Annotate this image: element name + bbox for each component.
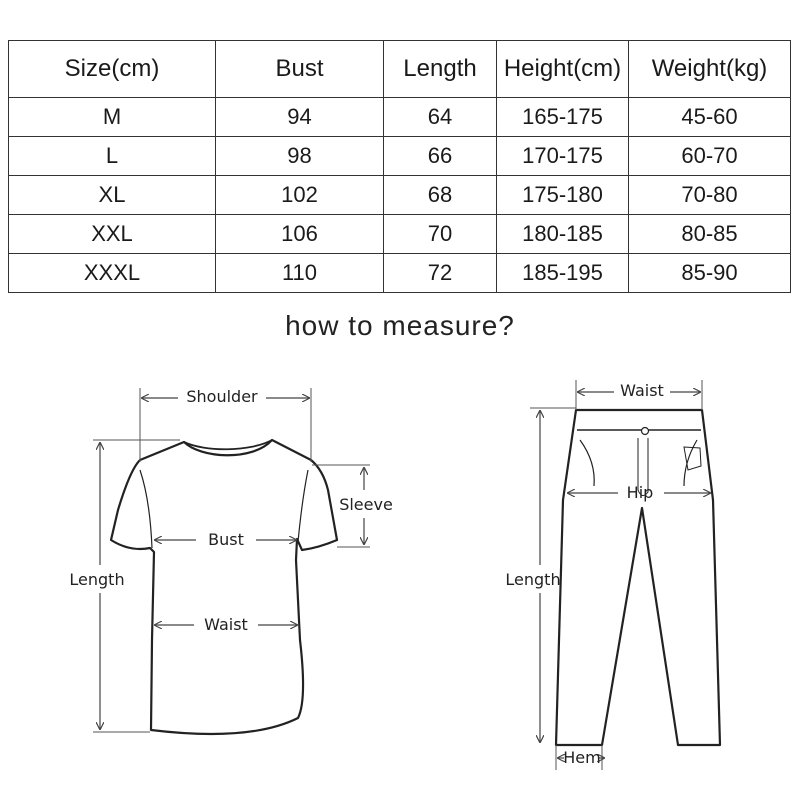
cell-length: 64 — [384, 98, 497, 137]
tshirt-outline — [111, 440, 337, 734]
cell-size: XXXL — [9, 254, 216, 293]
pants-length-label: Length — [505, 570, 561, 589]
cell-bust: 110 — [216, 254, 384, 293]
cell-height: 170-175 — [497, 137, 629, 176]
how-to-measure-heading: how to measure? — [285, 310, 515, 341]
cell-height: 175-180 — [497, 176, 629, 215]
cell-weight: 85-90 — [629, 254, 791, 293]
cell-length: 68 — [384, 176, 497, 215]
cell-bust: 94 — [216, 98, 384, 137]
cell-length: 70 — [384, 215, 497, 254]
cell-weight: 70-80 — [629, 176, 791, 215]
shoulder-label: Shoulder — [186, 387, 258, 406]
cell-length: 72 — [384, 254, 497, 293]
cell-bust: 106 — [216, 215, 384, 254]
header-size: Size(cm) — [9, 41, 216, 98]
pants-diagram — [505, 380, 720, 770]
tshirt-collar — [184, 440, 272, 449]
pants-hem-label: Hem — [563, 748, 601, 767]
cell-height: 185-195 — [497, 254, 629, 293]
waist-label: Waist — [204, 615, 248, 634]
pants-hip-label: Hip — [626, 483, 654, 502]
cell-length: 66 — [384, 137, 497, 176]
cell-size: L — [9, 137, 216, 176]
bust-label: Bust — [208, 530, 244, 549]
cell-bust: 102 — [216, 176, 384, 215]
cell-weight: 45-60 — [629, 98, 791, 137]
header-length: Length — [384, 41, 497, 98]
pants-waist-label: Waist — [620, 381, 664, 400]
cell-size: XXL — [9, 215, 216, 254]
cell-size: M — [9, 98, 216, 137]
cell-height: 180-185 — [497, 215, 629, 254]
sleeve-label: Sleeve — [339, 495, 393, 514]
pants-button — [642, 428, 649, 435]
tshirt-diagram — [69, 387, 392, 734]
header-height: Height(cm) — [497, 41, 629, 98]
cell-weight: 60-70 — [629, 137, 791, 176]
header-bust: Bust — [216, 41, 384, 98]
header-weight: Weight(kg) — [629, 41, 791, 98]
cell-size: XL — [9, 176, 216, 215]
length-label: Length — [69, 570, 125, 589]
cell-bust: 98 — [216, 137, 384, 176]
cell-height: 165-175 — [497, 98, 629, 137]
cell-weight: 80-85 — [629, 215, 791, 254]
